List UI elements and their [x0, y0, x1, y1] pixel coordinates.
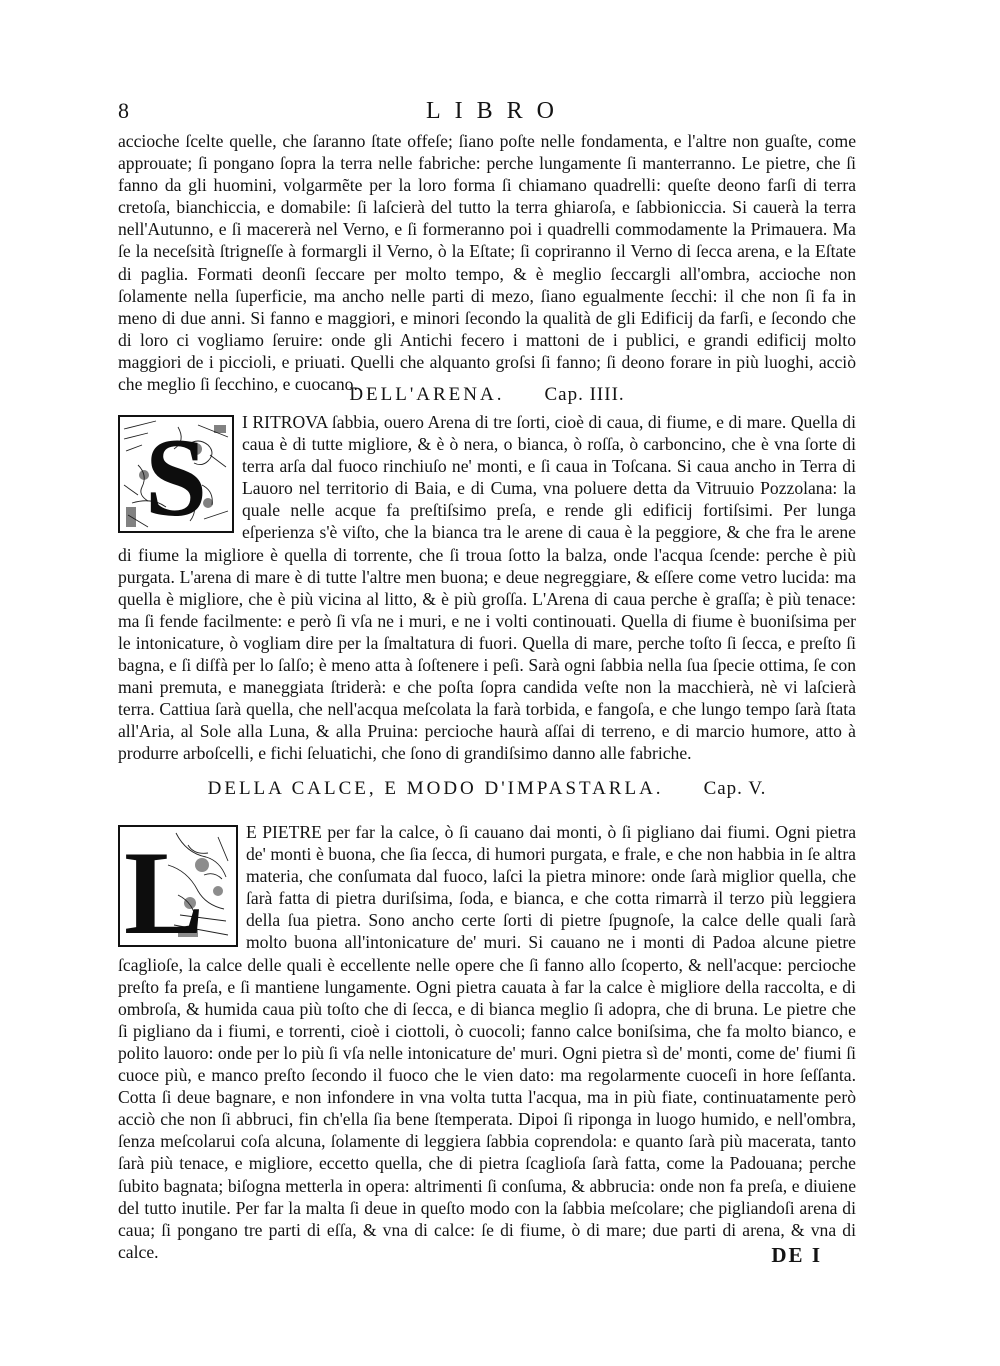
chapter-title: DELL'ARENA.	[349, 384, 505, 405]
page-header	[118, 98, 856, 130]
decorated-initial-l	[118, 825, 238, 947]
paragraph-calce	[118, 821, 856, 1263]
woodcut-initial-s-icon	[118, 415, 234, 533]
page-number: 8	[118, 98, 129, 123]
chapter-number: Cap. V.	[703, 778, 767, 799]
chapter-heading-arena	[118, 384, 856, 406]
paragraph-bricks: accioche ſcelte quelle, che ſaranno ſtate offeſe; ſiano poſte nelle fondamenta, e l'altre non guaſte, come approuate; ſi pongano ſopra la terra nelle fabriche: perche lungamente ſi manterranno. Le pietre, che ſi fanno da gli huomini, volgarmẽte per la loro forma ſi chiamano quadrelli: queſte deono farſi di terra cretoſa, bianchiccia, e domabile: ſi laſcierà del tutto la terra ghiaroſa, e ſabbioniccia. Si cauerà la terra nell'Autunno, e ſi macererà nel Verno, e ſi formeranno poi i quadrelli commodamente la Primauera. Ma ſe la neceſsità ſtrigneſſe à formargli il Verno, ò la Eſtate; ſi copriranno il Verno di ſecca arena, e la Eſtate di paglia. Formati deonſi ſeccare per molto tempo, & è meglio ſeccargli all'ombra, accioche non ſolamente nella ſuperficie, ma ancho nelle parti di mezo, ſiano egualmente ſecchi: il che non ſi fa in meno di due anni. Si fanno e maggiori, e minori ſecondo la qualità de gli Edificij da farſi, e ſecondo che di loro ci vogliamo ſeruire: onde gli Antichi fecero i mattoni de i publici, e grandi edificij molto maggiori de i piccioli, e priuati. Quelli che alquanto groſsi ſi fanno; ſi deono forare in più luoghi, acciò che meglio ſi ſecchino, e cuocano.	[118, 131, 856, 395]
woodcut-initial-l-icon	[118, 825, 238, 947]
chapter-title: DELLA CALCE, E MODO D'IMPASTARLA.	[207, 778, 664, 799]
initial-letter: S	[144, 416, 208, 533]
paragraph-text: E PIETRE per far la calce, ò ſi cauano dai monti, ò ſi pigliano dai fiumi. Ogni pietra de' monti è buona, che ſia ſecca, di humori purgata, e frale, e che non habbia in ſe altra materia, che conſumata dal fuoco, laſci la pietra minore: onde ſarà miglior quella, che ſarà fatta di pietra duriſsima, ſoda, e bianca, e che cotta rimarrà il terzo più leggiera della ſua pietra. Sono ancho certe ſorti di pietre ſpugnoſe, la calce delle quali ſarà molto buona all'intonicature de' muri. Si cauano ne i monti di Padoa alcune pietre ſcaglioſe, la calce delle quali è eccellente nelle opere che ſi fanno allo ſcoperto, & nell'acque: percioche preſto fa preſa, e ſi mantiene lungamente. Ogni pietra cauata à far la calce è migliore della raccolta, e di ombroſa, & humida caua più toſto che di ſecca, e di bianca meglio ſi adopra, che di bruna. Le pietre che ſi pigliano da i fiumi, e torrenti, cioè i ciottoli, ò cuocoli; fanno calce boniſsima, che fa molto bianco, e polito lauoro: onde per lo più ſi vſa nelle intonicature de' muri. Ogni pietra sì de' monti, come de' fiumi ſi cuoce più, e manco preſto ſecondo il fuoco che le vien dato: ma regolarmente cuoceſi in hore ſeſſanta. Cotta ſi deue bagnare, e non infondere in vna volta tutta l'acqua, ma in più fiate, continuatamente però acciò che non ſi abbruci, fin ch'ella ſia bene ſtemperata. Dipoi ſi riponga in luogo humido, e nell'ombra, ſenza meſcolarui coſa alcuna, ſolamente di leggiera ſabbia coprendola: e quanto ſarà più macerata, tanto ſarà più tenace, e migliore, eccetto quella, che di pietra ſcaglioſa ſarà fatta, come la Padouana; perche ſubito bagnata; biſogna metterla in opera: altrimenti ſi conſuma, & abbrucia: onde non fa preſa, e diuiene del tutto inutile. Per far la malta ſi deue in queſto modo con la ſabbia meſcolare; che pigliandoſi arena di caua; ſi pongano tre parti di eſſa, & vna di calce: ſe di fiume, ò di mare; due parti di arena, & vna di calce.	[118, 822, 856, 1262]
running-head: LIBRO	[426, 98, 568, 124]
chapter-heading-calce	[118, 778, 856, 800]
paragraph-text: I RITROVA ſabbia, ouero Arena di tre ſorti, cioè di caua, di fiume, e di mare. Quella di caua è di tutte migliore, & è ò nera, o bianca, ò roſſa, ò carboncino, che è vna ſorte di terra arſa dal fuoco rinchiuſo ne' monti, e ſi caua in Toſcana. Si caua ancho in Terra di Lauoro nel territorio di Baia, e di Cuma, vna poluere detta da Vitruuio Pozzolana: la quale nelle acque fa preſtiſsimo preſa, e rende gli edificij fortiſsimi. Per lunga eſperienza s'è viſto, che la bianca tra le arene di caua è la peggiore, & che fra le arene di fiume la migliore è quella di torrente, che ſi troua ſotto la balza, onde l'acqua ſcende: perche è più purgata. L'arena di mare è di tutte l'altre men buona; e deue negreggiare, & eſſere come vetro lucida: ma quella è migliore, che è più vicina al litto, & è più groſſa. L'Arena di caua perche è graſſa; è più tenace: ma ſi fende facilmente: e però ſi vſa ne i muri, e ne i volti continouati. Quella di fiume è buoniſsima per le intonicature, ò vogliam dire per la ſmaltatura di fuori. Quella di mare, perche toſto ſi ſecca, e preſto ſi bagna, e ſi diſfà per lo ſalſo; è meno atta à ſoſtenere i peſi. Sarà ogni ſabbia nella ſua ſpecie ottima, ſe con mani premuta, e maneggiata ſtriderà: e che poſta ſopra candida veſte non la macchierà, nè vi laſcierà terra. Cattiua ſarà quella, che nell'acqua meſcolata la farà torbida, e fangoſa, e che lungo tempo ſarà ſtata all'Aria, al Sole alla Luna, & alla Pruina: percioche haurà aſſai di terreno, e di marcio humore, atto à produrre arboſcelli, e fichi ſeluatichi, che ſono di grandiſsimo danno alle fabriche.	[118, 412, 856, 764]
paragraph-arena	[118, 411, 856, 765]
initial-letter: L	[123, 826, 205, 947]
decorated-initial-s	[118, 415, 234, 533]
catchword: DE I	[771, 1243, 822, 1267]
chapter-number: Cap. IIII.	[544, 384, 625, 405]
